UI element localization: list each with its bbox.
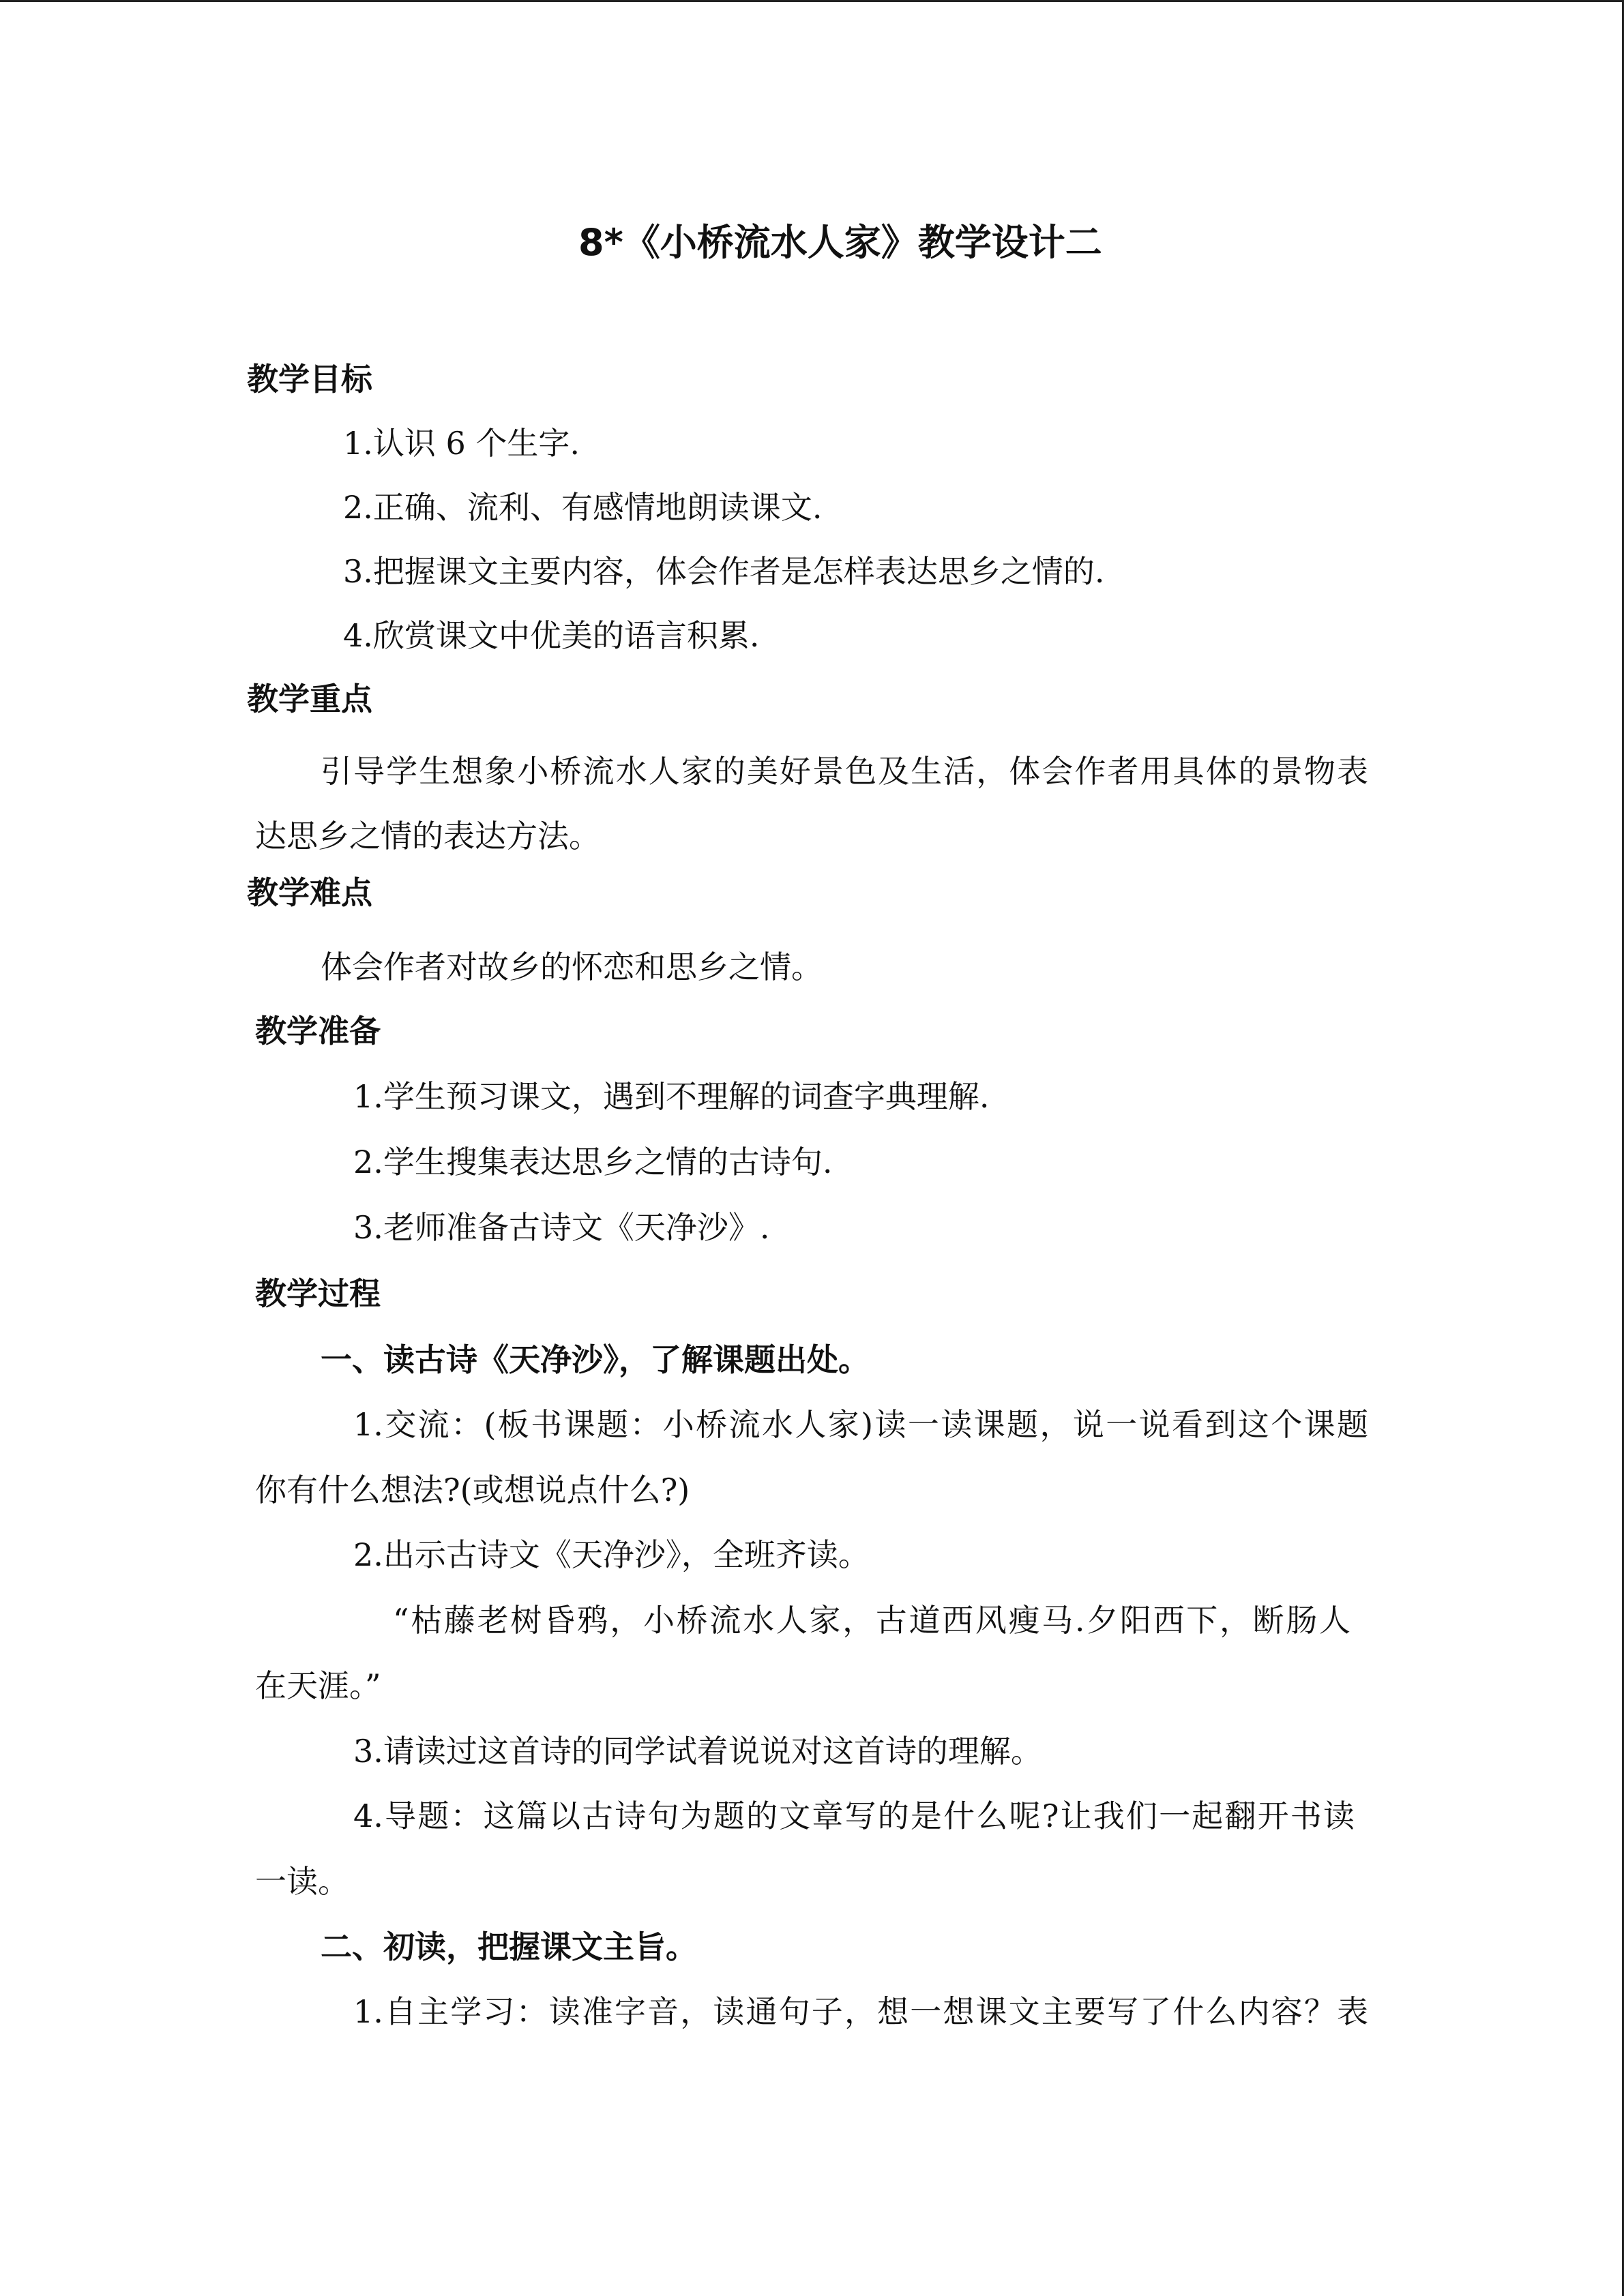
section-1-title: 一、读古诗《天净沙》，了解课题出处。 xyxy=(321,1341,870,1378)
section-1-step1-line2: 你有什么想法?(或想说点什么?) xyxy=(255,1472,690,1508)
page-title: 8*《小桥流水人家》教学设计二 xyxy=(578,221,1102,264)
section-1-step4-line2: 一读。 xyxy=(255,1863,349,1900)
preparation-item: 2.学生搜集表达思乡之情的古诗句. xyxy=(353,1144,833,1180)
objectives-heading: 教学目标 xyxy=(247,361,372,398)
section-2-step1-line1: 1.自主学习：读准字音，读通句子，想一想课文主要写了什么内容？表 xyxy=(353,1993,1368,2030)
preparation-item: 1.学生预习课文，遇到不理解的词查字典理解. xyxy=(353,1078,990,1115)
poem-line2: 在天涯。” xyxy=(255,1667,381,1704)
objective-item: 3.把握课文主要内容，体会作者是怎样表达思乡之情的. xyxy=(343,553,1105,590)
section-1-step1-line1: 1.交流：(板书课题：小桥流水人家)读一读课题，说一说看到这个课题 xyxy=(353,1406,1368,1443)
preparation-item: 3.老师准备古诗文《天净沙》. xyxy=(353,1209,770,1246)
difficulties-text: 体会作者对故乡的怀恋和思乡之情。 xyxy=(321,949,823,985)
objective-item: 2.正确、流利、有感情地朗读课文. xyxy=(343,489,823,526)
objective-item: 4.欣赏课文中优美的语言积累. xyxy=(343,617,760,654)
process-heading: 教学过程 xyxy=(255,1275,381,1312)
section-2-title: 二、初读，把握课文主旨。 xyxy=(321,1928,697,1965)
key-points-text-line1: 引导学生想象小桥流水人家的美好景色及生活，体会作者用具体的景物表 xyxy=(321,753,1368,790)
key-points-text-line2: 达思乡之情的表达方法。 xyxy=(255,818,600,854)
difficulties-heading: 教学难点 xyxy=(247,874,372,911)
objective-item: 1.认识 6 个生字. xyxy=(343,425,580,462)
section-1-step2: 2.出示古诗文《天净沙》，全班齐读。 xyxy=(353,1536,870,1573)
section-1-step3: 3.请读过这首诗的同学试着说说对这首诗的理解。 xyxy=(353,1733,1042,1770)
key-points-heading: 教学重点 xyxy=(247,681,372,717)
section-1-step4-line1: 4.导题：这篇以古诗句为题的文章写的是什么呢?让我们一起翻开书读 xyxy=(353,1798,1355,1834)
poem-line1: “枯藤老树昏鸦，小桥流水人家，古道西风瘦马.夕阳西下，断肠人 xyxy=(393,1602,1350,1639)
preparation-heading: 教学准备 xyxy=(255,1013,381,1049)
